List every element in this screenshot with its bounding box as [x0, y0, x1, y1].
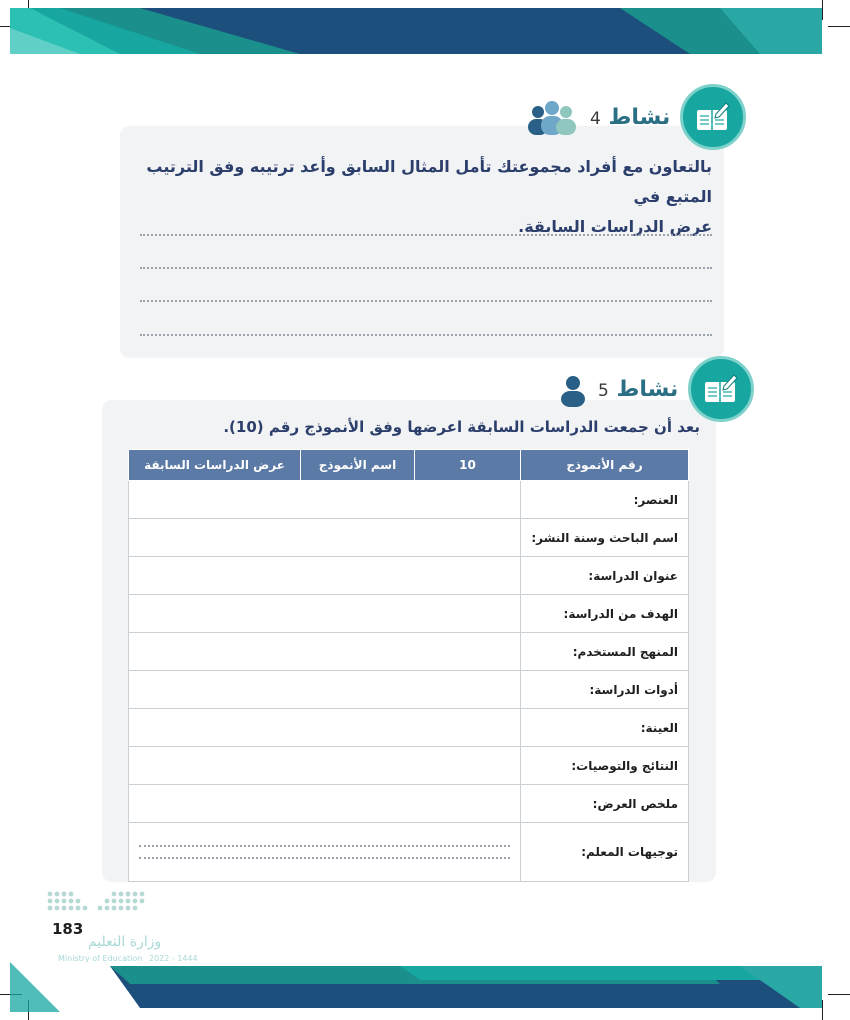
teacher-notes-cell[interactable] — [129, 823, 521, 882]
row-label: أدوات الدراسة: — [521, 671, 689, 709]
answer-cell[interactable] — [129, 519, 521, 557]
table-row — [129, 519, 689, 557]
header-studies-presentation: عرض الدراسات السابقة — [129, 450, 301, 481]
answer-cell[interactable] — [129, 671, 521, 709]
model-table — [128, 449, 689, 882]
page-number: 183 — [52, 920, 84, 938]
answer-line[interactable] — [140, 234, 712, 236]
row-label: العنصر: — [521, 481, 689, 519]
table-row — [129, 747, 689, 785]
table-header-row — [129, 450, 689, 481]
table-row — [129, 671, 689, 709]
row-label: المنهج المستخدم: — [521, 633, 689, 671]
activity-4-instruction-line2: عرض الدراسات السابقة. — [518, 217, 712, 236]
notebook-pencil-icon — [688, 356, 754, 422]
activity-4-title — [584, 105, 670, 130]
notebook-pencil-icon — [680, 84, 746, 150]
table-row — [129, 481, 689, 519]
activity-5-number: 5 — [598, 380, 609, 401]
person-icon — [560, 369, 586, 409]
row-label: العينة: — [521, 709, 689, 747]
row-label: عنوان الدراسة: — [521, 557, 689, 595]
row-label: اسم الباحث وسنة النشر: — [521, 519, 689, 557]
answer-cell[interactable] — [129, 709, 521, 747]
teacher-notes-lines — [139, 845, 510, 859]
bottom-banner — [0, 962, 850, 1012]
group-people-icon — [526, 96, 578, 138]
row-label: ملخص العرض: — [521, 785, 689, 823]
table-row — [129, 595, 689, 633]
activity-5-header — [560, 356, 754, 422]
answer-cell[interactable] — [129, 747, 521, 785]
ministry-name-english-text: Ministry of Education — [58, 954, 143, 963]
answer-cell[interactable] — [129, 481, 521, 519]
answer-cell[interactable] — [129, 595, 521, 633]
table-row — [129, 557, 689, 595]
table-row — [129, 633, 689, 671]
activity-4-instruction — [132, 152, 712, 242]
top-banner — [0, 8, 850, 54]
answer-line[interactable] — [140, 334, 712, 336]
header-model-value: 10 — [415, 450, 521, 481]
activity-4-label: نشاط — [608, 104, 671, 130]
header-model-number: رقم الأنموذج — [521, 450, 689, 481]
answer-cell[interactable] — [129, 557, 521, 595]
activity-4-number: 4 — [590, 108, 601, 129]
answer-line[interactable] — [140, 300, 712, 302]
table-row — [129, 785, 689, 823]
activity-4-header — [526, 84, 746, 150]
activity-5-label: نشاط — [616, 376, 679, 402]
row-label: الهدف من الدراسة: — [521, 595, 689, 633]
activity-5-instruction: بعد أن جمعت الدراسات السابقة اعرضها وفق الأنموذج رقم (10). — [223, 418, 700, 436]
answer-cell[interactable] — [129, 785, 521, 823]
table-row — [129, 823, 689, 882]
ministry-name-arabic: وزارة التعليم — [88, 934, 162, 950]
answer-line[interactable] — [140, 267, 712, 269]
table-row — [129, 709, 689, 747]
ministry-year: 2022 - 1444 — [148, 954, 198, 963]
row-label: النتائج والتوصيات: — [521, 747, 689, 785]
activity-5-title — [592, 377, 678, 402]
answer-cell[interactable] — [129, 633, 521, 671]
row-label: توجيهات المعلم: — [521, 823, 689, 882]
activity-4-instruction-line1: بالتعاون مع أفراد مجموعتك تأمل المثال السابق وأعد ترتيبه وفق الترتيب المتبع في — [146, 157, 712, 206]
header-model-name: اسم الأنموذج — [301, 450, 415, 481]
